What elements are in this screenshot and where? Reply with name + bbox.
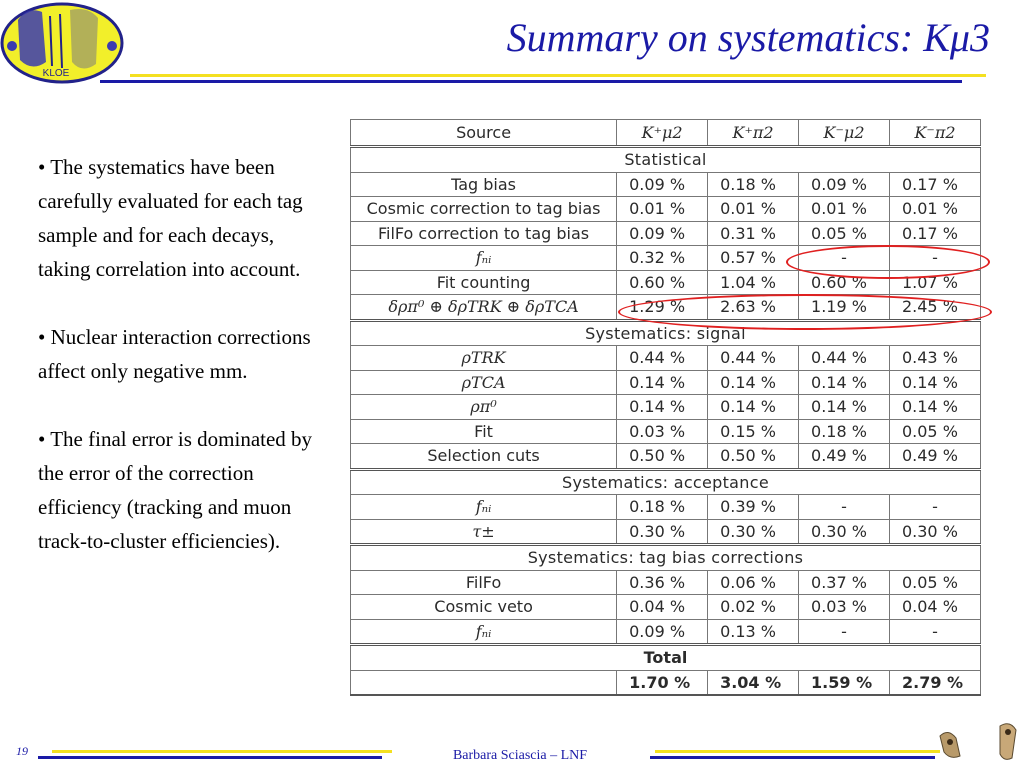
cell: 1.07 % xyxy=(889,270,980,295)
table-row xyxy=(351,444,981,470)
row-label: ρTRK xyxy=(351,346,617,371)
section-title: Statistical xyxy=(351,147,981,173)
cell: 0.14 % xyxy=(889,395,980,420)
total-label: Total xyxy=(351,645,981,671)
total-cell: 1.70 % xyxy=(617,670,708,695)
cell: 0.49 % xyxy=(799,444,890,470)
row-label: Selection cuts xyxy=(351,444,617,470)
cell: 0.18 % xyxy=(708,172,799,197)
cell: - xyxy=(799,246,890,271)
cell: - xyxy=(889,619,980,645)
header-col: K⁻μ2 xyxy=(799,120,890,147)
cell: 0.01 % xyxy=(799,197,890,222)
cell: - xyxy=(799,495,890,520)
header-source: Source xyxy=(351,120,617,147)
cell: 0.37 % xyxy=(799,570,890,595)
cell: 0.06 % xyxy=(708,570,799,595)
total-spacer xyxy=(351,670,617,695)
cell: 0.01 % xyxy=(889,197,980,222)
systematics-table xyxy=(350,119,981,696)
cell: 0.18 % xyxy=(617,495,708,520)
cell: 0.05 % xyxy=(799,221,890,246)
highlight-ellipse-fni xyxy=(786,245,990,279)
cell: 0.39 % xyxy=(708,495,799,520)
cell: 1.29 % xyxy=(617,295,708,321)
cell: 0.14 % xyxy=(708,370,799,395)
cell: 0.14 % xyxy=(889,370,980,395)
cell: 0.03 % xyxy=(799,595,890,620)
cell: - xyxy=(889,495,980,520)
footer-rule-yellow-left xyxy=(52,750,392,753)
section-title: Systematics: signal xyxy=(351,320,981,346)
row-label: ρTCA xyxy=(351,370,617,395)
cell: 0.02 % xyxy=(708,595,799,620)
table-row xyxy=(351,172,981,197)
cell: 2.45 % xyxy=(889,295,980,321)
section-title: Systematics: acceptance xyxy=(351,469,981,495)
cell: 0.30 % xyxy=(708,519,799,545)
footer-rule-blue-right xyxy=(650,756,935,759)
cell: 0.43 % xyxy=(889,346,980,371)
table-row xyxy=(351,595,981,620)
cell: 0.30 % xyxy=(617,519,708,545)
cell: 0.01 % xyxy=(617,197,708,222)
row-label: Fit counting xyxy=(351,270,617,295)
section-row xyxy=(351,147,981,173)
total-cell: 1.59 % xyxy=(799,670,890,695)
table-row xyxy=(351,419,981,444)
table-row xyxy=(351,221,981,246)
section-row xyxy=(351,545,981,571)
cell: 0.09 % xyxy=(617,619,708,645)
cell: 0.50 % xyxy=(617,444,708,470)
cell: 0.44 % xyxy=(799,346,890,371)
cell: 0.14 % xyxy=(617,370,708,395)
total-cell: 2.79 % xyxy=(889,670,980,695)
cell: 0.14 % xyxy=(799,395,890,420)
cell: 0.17 % xyxy=(889,221,980,246)
cell: 0.57 % xyxy=(708,246,799,271)
highlight-ellipse-delta xyxy=(618,294,992,330)
bullet-item: • Nuclear interaction corrections affect only negative mm. xyxy=(38,325,311,383)
slide-title: Summary on systematics: Kμ3 xyxy=(506,15,990,60)
footer-rule-blue-left xyxy=(38,756,382,759)
row-label: Cosmic veto xyxy=(351,595,617,620)
cell: 0.30 % xyxy=(799,519,890,545)
row-label: fₙᵢ xyxy=(351,619,617,645)
cell: 0.03 % xyxy=(617,419,708,444)
corner-decoration-icon xyxy=(930,716,1024,768)
cell: - xyxy=(799,619,890,645)
table-row xyxy=(351,519,981,545)
row-label: τ± xyxy=(351,519,617,545)
title-rule-yellow xyxy=(130,74,986,77)
kloe-logo xyxy=(0,2,128,84)
cell: 0.01 % xyxy=(708,197,799,222)
section-title: Systematics: tag bias corrections xyxy=(351,545,981,571)
table-row xyxy=(351,395,981,420)
table-row xyxy=(351,370,981,395)
cell: 0.09 % xyxy=(617,172,708,197)
cell: 0.32 % xyxy=(617,246,708,271)
cell: 0.31 % xyxy=(708,221,799,246)
cell: 0.60 % xyxy=(617,270,708,295)
cell: 0.60 % xyxy=(799,270,890,295)
logo-text: KLOE xyxy=(42,68,70,79)
cell: 0.05 % xyxy=(889,419,980,444)
cell: 1.04 % xyxy=(708,270,799,295)
title-rule-blue xyxy=(100,80,962,83)
cell: 2.63 % xyxy=(708,295,799,321)
cell: 0.44 % xyxy=(617,346,708,371)
table-row xyxy=(351,197,981,222)
row-label: FilFo correction to tag bias xyxy=(351,221,617,246)
cell: 0.44 % xyxy=(708,346,799,371)
row-label: fₙᵢ xyxy=(351,495,617,520)
cell: 0.09 % xyxy=(799,172,890,197)
cell: 1.19 % xyxy=(799,295,890,321)
cell: - xyxy=(889,246,980,271)
table-row xyxy=(351,619,981,645)
cell: 0.13 % xyxy=(708,619,799,645)
header-col: K⁻π2 xyxy=(889,120,980,147)
bullet-item: • The final error is dominated by the error of the correction efficiency (tracking and muon track-to-cluster efficiencies). xyxy=(38,427,313,553)
table-row xyxy=(351,570,981,595)
cell: 0.49 % xyxy=(889,444,980,470)
total-cell: 3.04 % xyxy=(708,670,799,695)
section-row xyxy=(351,469,981,495)
cell: 0.17 % xyxy=(889,172,980,197)
cell: 0.09 % xyxy=(617,221,708,246)
row-label: ρπ⁰ xyxy=(351,395,617,420)
bullet-item: • The systematics have been carefully evaluated for each tag sample and for each decays, taking correlation into account. xyxy=(38,155,303,281)
cell: 0.15 % xyxy=(708,419,799,444)
table-row xyxy=(351,495,981,520)
table-header-row xyxy=(351,120,981,147)
row-label: δρπ⁰ ⊕ δρTRK ⊕ δρTCA xyxy=(351,295,617,321)
total-values-row xyxy=(351,670,981,695)
row-label: Fit xyxy=(351,419,617,444)
author-label: Barbara Sciascia – LNF xyxy=(452,748,588,763)
row-label: FilFo xyxy=(351,570,617,595)
footer-rule-yellow-right xyxy=(655,750,940,753)
cell: 0.50 % xyxy=(708,444,799,470)
row-label: Cosmic correction to tag bias xyxy=(351,197,617,222)
row-label: fₙᵢ xyxy=(351,246,617,271)
header-col: K⁺π2 xyxy=(708,120,799,147)
bullet-list xyxy=(38,150,328,558)
total-label-row xyxy=(351,645,981,671)
cell: 0.04 % xyxy=(617,595,708,620)
cell: 0.14 % xyxy=(799,370,890,395)
header-col: K⁺μ2 xyxy=(617,120,708,147)
table-row xyxy=(351,346,981,371)
cell: 0.05 % xyxy=(889,570,980,595)
page-number: 19 xyxy=(16,744,28,758)
cell: 0.14 % xyxy=(617,395,708,420)
cell: 0.30 % xyxy=(889,519,980,545)
row-label: Tag bias xyxy=(351,172,617,197)
cell: 0.14 % xyxy=(708,395,799,420)
cell: 0.18 % xyxy=(799,419,890,444)
cell: 0.04 % xyxy=(889,595,980,620)
cell: 0.36 % xyxy=(617,570,708,595)
